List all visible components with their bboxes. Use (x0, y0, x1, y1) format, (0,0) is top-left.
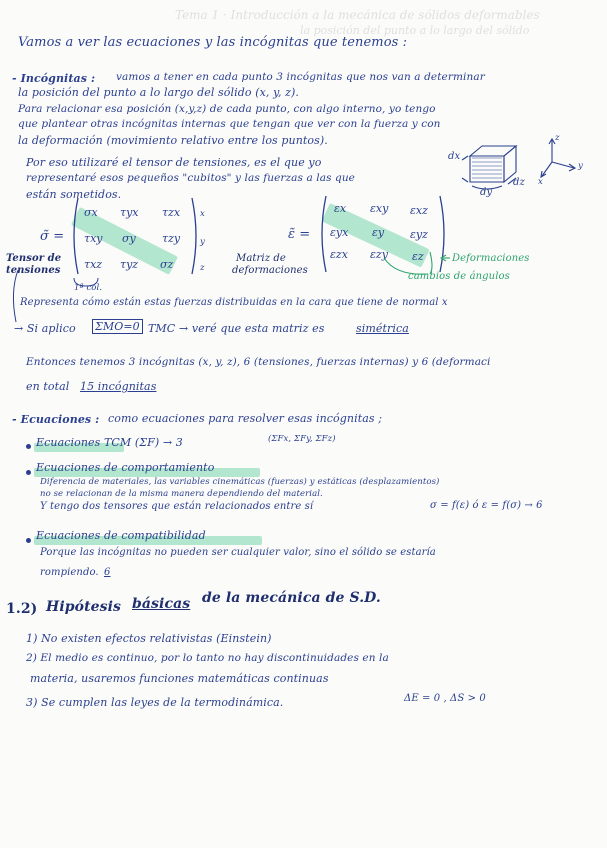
epsilon-label-b: deformaciones (232, 265, 308, 276)
sigma-cell: σy (122, 232, 136, 245)
sigma-cell: τyx (120, 206, 139, 219)
cube-label-dx: dx (448, 151, 461, 162)
ecuaciones-text: como ecuaciones para resolver esas incógnitas ; (108, 412, 383, 425)
section-number: 1.2) (6, 601, 38, 617)
sigma-cell: τxy (84, 232, 103, 245)
bleed-through-text-2: la posición del punto a lo largo del sólido (300, 24, 530, 37)
epsilon-cell: εyz (410, 228, 428, 241)
epsilon-cell: εy (372, 226, 385, 239)
cube-label-dy: dy (480, 187, 493, 198)
bleed-through-text: Tema 1 · Introducción a la mecánica de sólidos deformables (175, 8, 540, 22)
sigma-axis-label: x (200, 209, 205, 219)
epsilon-cell: εx (334, 202, 347, 215)
intro-line: Vamos a ver las ecuaciones y las incógnitas que tenemos : (18, 35, 408, 50)
ec3-label: Ecuaciones de compatibilidad (36, 529, 206, 542)
ecuaciones-heading: - Ecuaciones : (12, 413, 100, 426)
incognitas-line-3: Para relacionar esa posición (x,y,z) de cada punto, con algo interno, yo tengo (18, 103, 436, 115)
epsilon-cell: εyx (330, 226, 349, 239)
aplica-text-1: → Si aplico (14, 322, 76, 335)
incognitas-line-5: la deformación (movimiento relativo entre los puntos). (18, 134, 328, 147)
tensor-line-1: Por eso utilizaré el tensor de tensiones, es el que yo (26, 156, 322, 169)
epsilon-cell: εzx (330, 248, 348, 261)
sigma-cell: σz (160, 258, 174, 271)
first-column-bracket (70, 276, 110, 294)
epsilon-cell: εzy (370, 248, 388, 261)
bullet-dot (26, 538, 31, 543)
section-title-b: básicas (132, 596, 191, 612)
ec2-line-1: Diferencia de materiales, las variables cinemáticas (fuerzas) y estáticas (desplazamientos) (40, 477, 440, 487)
sigma-label-a: Tensor de (6, 253, 62, 264)
green-label-angulos: cambios de ángulos (408, 271, 510, 282)
ec1-extra: (ΣFx, ΣFy, ΣFz) (268, 434, 336, 444)
sigma-axis-label: y (200, 237, 205, 247)
axis-label-y: y (578, 161, 583, 171)
ec1-label: Ecuaciones TCM (ΣF) → 3 (36, 436, 183, 449)
ec2-equation: σ = f(ε) ó ε = f(σ) → 6 (430, 500, 543, 511)
epsilon-cell: εz (412, 250, 424, 263)
represent-line: Representa cómo están estas fuerzas distribuidas en la cara que tiene de normal x (20, 297, 448, 308)
sigma-column-note: 1ª col. (74, 283, 103, 293)
sum-moments-box: ΣMO=0 (92, 319, 143, 334)
ec3-line-2: rompiendo. (40, 567, 99, 578)
ec3-count: 6 (104, 567, 111, 578)
bullet-dot (26, 470, 31, 475)
hypothesis-2a: 2) El medio es continuo, por lo tanto no hay discontinuidades en la (26, 652, 389, 664)
entonces-line-2: en total (26, 380, 70, 393)
hypothesis-3-equation: ΔE = 0 , ΔS > 0 (404, 693, 486, 704)
ec2-line-3: Y tengo dos tensores que están relacionados entre sí (40, 501, 314, 512)
sigma-axis-label: z (200, 263, 205, 273)
epsilon-symbol: ε̃ = (288, 227, 311, 242)
incognitas-heading: - Incógnitas : (12, 72, 96, 85)
incognitas-line-4: que plantear otras incógnitas internas que tengan que ver con la fuerza y con (18, 118, 441, 130)
sigma-cell: τzx (162, 206, 181, 219)
epsilon-label-a: Matriz de (236, 253, 286, 264)
ec2-line-2: no se relacionan de la misma manera dependiendo del material. (40, 489, 323, 499)
section-title-a: Hipótesis (46, 599, 122, 615)
quince-incognitas: 15 incógnitas (80, 380, 157, 393)
cube-diagram (446, 134, 596, 204)
hypothesis-1: 1) No existen efectos relativistas (Einstein) (26, 632, 272, 645)
hypothesis-3: 3) Se cumplen las leyes de la termodinámica. (26, 696, 284, 709)
tensor-line-2: representaré esos pequeños "cubitos" y las fuerzas a las que (26, 172, 355, 184)
axis-label-x: x (538, 177, 543, 187)
aplica-text-2: TMC → veré que esta matriz es (148, 322, 325, 335)
sigma-symbol: σ̃ = (40, 229, 65, 244)
ec3-line-1: Porque las incógnitas no pueden ser cualquier valor, sino el sólido se estaría (40, 547, 436, 558)
entonces-line-1: Entonces tenemos 3 incógnitas (x, y, z), 6 (tensiones, fuerzas internas) y 6 (deformaci (26, 356, 491, 368)
sigma-cell: τxz (84, 258, 103, 271)
bullet-dot (26, 444, 31, 449)
hypothesis-2b: materia, usaremos funciones matemáticas continuas (30, 672, 329, 685)
epsilon-cell: εxy (370, 202, 389, 215)
sigma-cell: τyz (120, 258, 139, 271)
incognitas-line-2: la posición del punto a lo largo del sólido (x, y, z). (18, 86, 300, 99)
ec2-label: Ecuaciones de comportamiento (36, 461, 215, 474)
simetrica-word: simétrica (356, 322, 409, 335)
incognitas-line-1: vamos a tener en cada punto 3 incógnitas que nos van a determinar (116, 71, 485, 83)
sigma-label-b: tensiones (6, 265, 61, 276)
axis-label-z: z (555, 133, 560, 143)
tensor-line-3: están sometidos. (26, 188, 122, 201)
section-title-c: de la mecánica de S.D. (202, 590, 381, 606)
green-label-deformaciones: Deformaciones (452, 253, 530, 264)
sigma-cell: σx (84, 206, 98, 219)
sigma-cell: τzy (162, 232, 181, 245)
epsilon-cell: εxz (410, 204, 428, 217)
cube-label-dz: dz (513, 177, 525, 188)
